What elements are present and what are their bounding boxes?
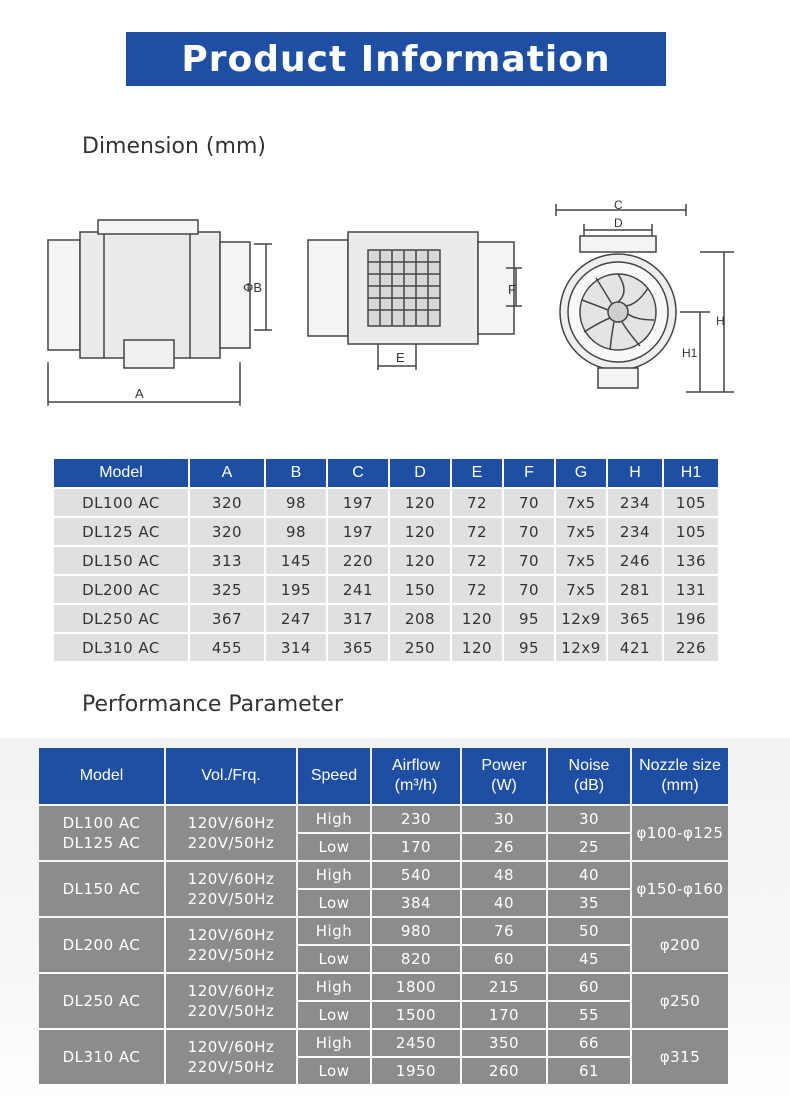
dimension-cell: 98 <box>266 518 326 545</box>
dimension-cell: 208 <box>390 605 450 632</box>
perf-header-nozzle <box>632 748 728 804</box>
voltage-frequency: 220V/50Hz <box>187 946 275 964</box>
voltage-frequency-cell <box>166 974 296 1028</box>
dimension-table <box>52 457 720 663</box>
dim-label-h1: H1 <box>682 346 698 360</box>
table-row <box>39 806 728 832</box>
fan-side-view-drawing <box>40 212 280 412</box>
dim-header-h1: H1 <box>664 459 718 487</box>
noise-cell: 40 <box>548 862 630 888</box>
perf-header-noise <box>548 748 630 804</box>
table-row <box>54 634 718 661</box>
noise-cell: 55 <box>548 1002 630 1028</box>
performance-section-title: Performance Parameter <box>82 692 343 717</box>
perf-header-power-label: Power <box>481 757 527 774</box>
speed-cell: Low <box>298 834 370 860</box>
speed-cell: High <box>298 806 370 832</box>
dimension-cell: 7x5 <box>556 518 606 545</box>
perf-header-airflow-unit: (m³/h) <box>394 777 438 794</box>
table-row <box>54 547 718 574</box>
power-cell: 215 <box>462 974 546 1000</box>
dimension-cell: 247 <box>266 605 326 632</box>
model-name: DL150 AC <box>62 880 141 898</box>
fan-top-view-drawing <box>300 220 530 380</box>
speed-cell: Low <box>298 890 370 916</box>
perf-header-power <box>462 748 546 804</box>
speed-cell: High <box>298 918 370 944</box>
voltage-frequency: 220V/50Hz <box>187 890 275 908</box>
banner-title: Product Information <box>181 38 611 80</box>
dimension-cell: 317 <box>328 605 388 632</box>
dimension-cell: 72 <box>452 576 502 603</box>
perf-header-noise-label: Noise <box>568 757 610 774</box>
dimension-cell: 72 <box>452 518 502 545</box>
dimension-cell: 250 <box>390 634 450 661</box>
dimension-cell: 234 <box>608 518 662 545</box>
dim-header-model: Model <box>54 459 188 487</box>
nozzle-size-cell: φ100-φ125 <box>632 806 728 860</box>
dimension-cell: 421 <box>608 634 662 661</box>
dimension-cell: 120 <box>390 489 450 516</box>
airflow-cell: 384 <box>372 890 460 916</box>
dimension-cell: 197 <box>328 518 388 545</box>
perf-header-power-unit: (W) <box>491 777 517 794</box>
dimension-cell: 131 <box>664 576 718 603</box>
dimension-cell: 196 <box>664 605 718 632</box>
voltage-frequency-cell <box>166 918 296 972</box>
table-row <box>54 605 718 632</box>
dimension-cell: 105 <box>664 489 718 516</box>
dim-header-h: H <box>608 459 662 487</box>
dimension-section-title: Dimension (mm) <box>82 134 266 159</box>
fan-front-view-drawing <box>550 196 740 406</box>
perf-header-airflow-label: Airflow <box>391 757 440 774</box>
voltage-frequency-cell <box>166 1030 296 1084</box>
performance-table <box>37 746 730 1086</box>
model-cell <box>39 918 164 972</box>
table-row <box>39 918 728 944</box>
nozzle-size-cell: φ315 <box>632 1030 728 1084</box>
perf-header-nozzle-label: Nozzle size <box>639 757 721 774</box>
dimension-cell: 105 <box>664 518 718 545</box>
dimension-cell: 7x5 <box>556 547 606 574</box>
dimension-cell: 145 <box>266 547 326 574</box>
speed-cell: High <box>298 1030 370 1056</box>
model-cell <box>39 974 164 1028</box>
power-cell: 60 <box>462 946 546 972</box>
airflow-cell: 230 <box>372 806 460 832</box>
voltage-frequency: 120V/60Hz <box>187 926 275 944</box>
airflow-cell: 170 <box>372 834 460 860</box>
perf-header-noise-unit: (dB) <box>573 777 605 794</box>
voltage-frequency-cell <box>166 806 296 860</box>
power-cell: 76 <box>462 918 546 944</box>
airflow-cell: 980 <box>372 918 460 944</box>
power-cell: 26 <box>462 834 546 860</box>
noise-cell: 60 <box>548 974 630 1000</box>
dimension-cell: 281 <box>608 576 662 603</box>
dimension-cell: 120 <box>390 547 450 574</box>
model-cell: DL310 AC <box>54 634 188 661</box>
dim-header-c: C <box>328 459 388 487</box>
dim-header-g: G <box>556 459 606 487</box>
dimension-cell: 70 <box>504 518 554 545</box>
model-name: DL125 AC <box>62 834 141 852</box>
model-name: DL200 AC <box>62 936 141 954</box>
table-row <box>54 576 718 603</box>
dimension-cell: 367 <box>190 605 264 632</box>
table-row <box>39 1030 728 1056</box>
perf-header-airflow <box>372 748 460 804</box>
power-cell: 350 <box>462 1030 546 1056</box>
dimension-cell: 12x9 <box>556 605 606 632</box>
perf-header-model: Model <box>39 748 164 804</box>
dimension-cell: 70 <box>504 489 554 516</box>
dim-label-f: F <box>508 282 516 297</box>
dimension-cell: 241 <box>328 576 388 603</box>
voltage-frequency-cell <box>166 862 296 916</box>
dim-label-b: ΦB <box>243 280 263 295</box>
dimension-cell: 70 <box>504 576 554 603</box>
dim-header-d: D <box>390 459 450 487</box>
dimension-cell: 120 <box>452 634 502 661</box>
model-cell: DL150 AC <box>54 547 188 574</box>
product-information-banner <box>126 32 666 86</box>
noise-cell: 66 <box>548 1030 630 1056</box>
model-cell <box>39 806 164 860</box>
nozzle-size-cell: φ150-φ160 <box>632 862 728 916</box>
performance-table-header-row <box>39 748 728 804</box>
voltage-frequency: 120V/60Hz <box>187 982 275 1000</box>
speed-cell: Low <box>298 1002 370 1028</box>
perf-header-nozzle-unit: (mm) <box>661 777 699 794</box>
dim-header-e: E <box>452 459 502 487</box>
dim-label-a: A <box>135 386 144 401</box>
model-cell: DL200 AC <box>54 576 188 603</box>
dim-header-b: B <box>266 459 326 487</box>
voltage-frequency: 220V/50Hz <box>187 1002 275 1020</box>
dimension-cell: 325 <box>190 576 264 603</box>
voltage-frequency: 120V/60Hz <box>187 814 275 832</box>
dimension-cell: 195 <box>266 576 326 603</box>
noise-cell: 35 <box>548 890 630 916</box>
airflow-cell: 1500 <box>372 1002 460 1028</box>
dimension-cell: 98 <box>266 489 326 516</box>
model-name: DL100 AC <box>62 814 141 832</box>
dimension-cell: 136 <box>664 547 718 574</box>
model-name: DL310 AC <box>62 1048 141 1066</box>
airflow-cell: 2450 <box>372 1030 460 1056</box>
dimension-cell: 72 <box>452 489 502 516</box>
speed-cell: High <box>298 862 370 888</box>
dimension-cell: 197 <box>328 489 388 516</box>
table-row <box>39 974 728 1000</box>
dimension-cell: 313 <box>190 547 264 574</box>
nozzle-size-cell: φ250 <box>632 974 728 1028</box>
dimension-cell: 7x5 <box>556 576 606 603</box>
model-cell: DL100 AC <box>54 489 188 516</box>
dim-header-f: F <box>504 459 554 487</box>
voltage-frequency: 120V/60Hz <box>187 870 275 888</box>
performance-panel <box>0 738 790 1105</box>
airflow-cell: 1950 <box>372 1058 460 1084</box>
dimension-cell: 120 <box>452 605 502 632</box>
dimension-cell: 320 <box>190 489 264 516</box>
model-cell: DL250 AC <box>54 605 188 632</box>
dimension-cell: 7x5 <box>556 489 606 516</box>
dimension-cell: 226 <box>664 634 718 661</box>
dim-label-e: E <box>396 350 405 365</box>
model-cell <box>39 862 164 916</box>
dimension-table-header-row <box>54 459 718 487</box>
nozzle-size-cell: φ200 <box>632 918 728 972</box>
dim-label-h: H <box>716 314 725 328</box>
speed-cell: Low <box>298 1058 370 1084</box>
dimension-cell: 314 <box>266 634 326 661</box>
voltage-frequency: 220V/50Hz <box>187 1058 275 1076</box>
power-cell: 40 <box>462 890 546 916</box>
dimension-cell: 70 <box>504 547 554 574</box>
dimension-cell: 150 <box>390 576 450 603</box>
dimension-cell: 95 <box>504 605 554 632</box>
table-row <box>54 489 718 516</box>
dimension-cell: 365 <box>328 634 388 661</box>
dimension-cell: 72 <box>452 547 502 574</box>
dimension-cell: 320 <box>190 518 264 545</box>
speed-cell: High <box>298 974 370 1000</box>
noise-cell: 61 <box>548 1058 630 1084</box>
dimension-cell: 12x9 <box>556 634 606 661</box>
dim-label-d: D <box>614 216 623 230</box>
dimension-cell: 220 <box>328 547 388 574</box>
perf-header-speed: Speed <box>298 748 370 804</box>
speed-cell: Low <box>298 946 370 972</box>
table-row <box>54 518 718 545</box>
dim-label-c: C <box>614 198 623 212</box>
power-cell: 170 <box>462 1002 546 1028</box>
table-row <box>39 862 728 888</box>
power-cell: 48 <box>462 862 546 888</box>
noise-cell: 50 <box>548 918 630 944</box>
dim-header-a: A <box>190 459 264 487</box>
voltage-frequency: 120V/60Hz <box>187 1038 275 1056</box>
noise-cell: 45 <box>548 946 630 972</box>
airflow-cell: 540 <box>372 862 460 888</box>
airflow-cell: 1800 <box>372 974 460 1000</box>
perf-header-volfrq: Vol./Frq. <box>166 748 296 804</box>
dimension-cell: 365 <box>608 605 662 632</box>
power-cell: 30 <box>462 806 546 832</box>
power-cell: 260 <box>462 1058 546 1084</box>
noise-cell: 30 <box>548 806 630 832</box>
model-name: DL250 AC <box>62 992 141 1010</box>
dimension-cell: 455 <box>190 634 264 661</box>
noise-cell: 25 <box>548 834 630 860</box>
dimension-cell: 246 <box>608 547 662 574</box>
voltage-frequency: 220V/50Hz <box>187 834 275 852</box>
airflow-cell: 820 <box>372 946 460 972</box>
dimension-cell: 234 <box>608 489 662 516</box>
dimension-cell: 95 <box>504 634 554 661</box>
model-cell <box>39 1030 164 1084</box>
model-cell: DL125 AC <box>54 518 188 545</box>
dimension-cell: 120 <box>390 518 450 545</box>
